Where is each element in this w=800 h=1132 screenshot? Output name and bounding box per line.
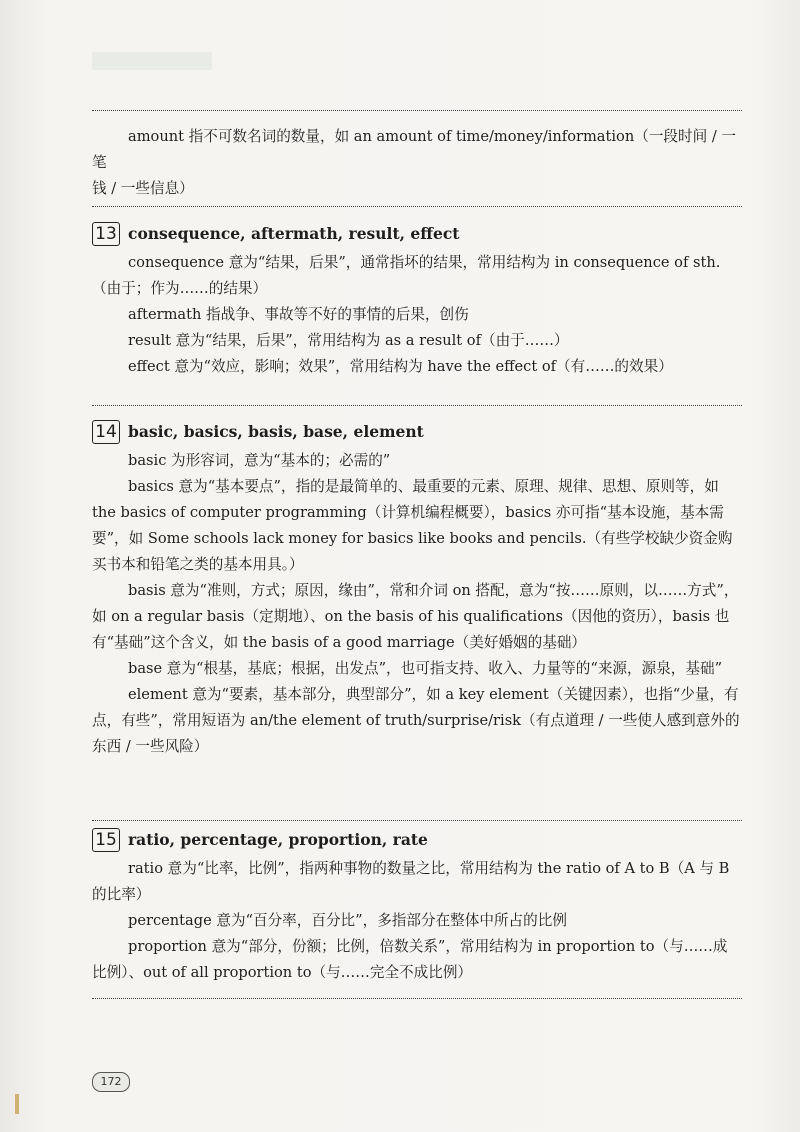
intro-line-2: 钱 / 一些信息） — [92, 180, 194, 197]
header-tab — [92, 52, 212, 70]
entry-13 — [92, 220, 742, 380]
page-edge-mark — [15, 1094, 19, 1114]
paragraph: aftermath 指战争、事故等不好的事情的后果，创伤 — [128, 306, 469, 323]
entry-title: basic, basics, basis, base, element — [128, 422, 424, 441]
intro-line-1: amount 指不可数名词的数量，如 an amount of time/money/information（一段时间 / 一笔 — [92, 128, 736, 171]
entry-heading — [92, 220, 742, 248]
paragraph: consequence 意为“结果，后果”，通常指坏的结果，常用结构为 in consequence of sth.（由于；作为……的结果） — [92, 254, 721, 297]
intro-note — [92, 124, 742, 202]
entry-number-badge: 15 — [92, 828, 120, 852]
dotted-divider — [92, 110, 742, 111]
dotted-divider — [92, 206, 742, 207]
entry-heading — [92, 826, 742, 854]
paragraph: basic 为形容词，意为“基本的；必需的” — [128, 452, 391, 469]
dotted-divider — [92, 998, 742, 999]
paragraph: effect 意为“效应，影响；效果”，常用结构为 have the effect of（有……的效果） — [128, 358, 673, 375]
dotted-divider — [92, 820, 742, 821]
dotted-divider — [92, 405, 742, 406]
entry-14 — [92, 418, 742, 760]
entry-15 — [92, 826, 742, 986]
entry-number-badge: 13 — [92, 222, 120, 246]
paragraph: element 意为“要素，基本部分，典型部分”，如 a key element（关键因素），也指“少量，有点，有些”，常用短语为 an/the element of truth/surprise/risk（有点道理 / 一些使人感到意外的东西 / 一些风险） — [92, 686, 740, 755]
paragraph: proportion 意为“部分，份额；比例，倍数关系”，常用结构为 in proportion to（与……成比例）、out of all proportion to（与……完全不成比例） — [92, 938, 728, 981]
entry-heading — [92, 418, 742, 446]
paragraph: percentage 意为“百分率，百分比”，多指部分在整体中所占的比例 — [128, 912, 567, 929]
paragraph: ratio 意为“比率，比例”，指两种事物的数量之比，常用结构为 the ratio of A to B（A 与 B 的比率） — [92, 860, 730, 903]
paragraph: basis 意为“准则，方式；原因，缘由”，常和介词 on 搭配，意为“按……原则，以……方式”，如 on a regular basis（定期地）、on the basis of his qualifications（因他的资历），basis 也有“基础”这个含义，如 the basis of a good marriage（美好婚姻的基础） — [92, 582, 739, 651]
paragraph: result 意为“结果，后果”，常用结构为 as a result of（由于……） — [128, 332, 569, 349]
page-number: 172 — [92, 1072, 130, 1092]
paragraph: base 意为“根基，基底；根据，出发点”，也可指支持、收入、力量等的“来源，源泉，基础” — [128, 660, 723, 677]
paragraph: basics 意为“基本要点”，指的是最简单的、最重要的元素、原理、规律、思想、原则等，如 the basics of computer programming（计算机编程概要），basics 亦可指“基本设施，基本需要”，如 Some schools lack money for basics like books and pencils.（有些学校缺少资金购买书本和铅笔之类的基本用具。） — [92, 478, 733, 573]
entry-title: consequence, aftermath, result, effect — [128, 224, 460, 243]
entry-number-badge: 14 — [92, 420, 120, 444]
entry-title: ratio, percentage, proportion, rate — [128, 830, 428, 849]
